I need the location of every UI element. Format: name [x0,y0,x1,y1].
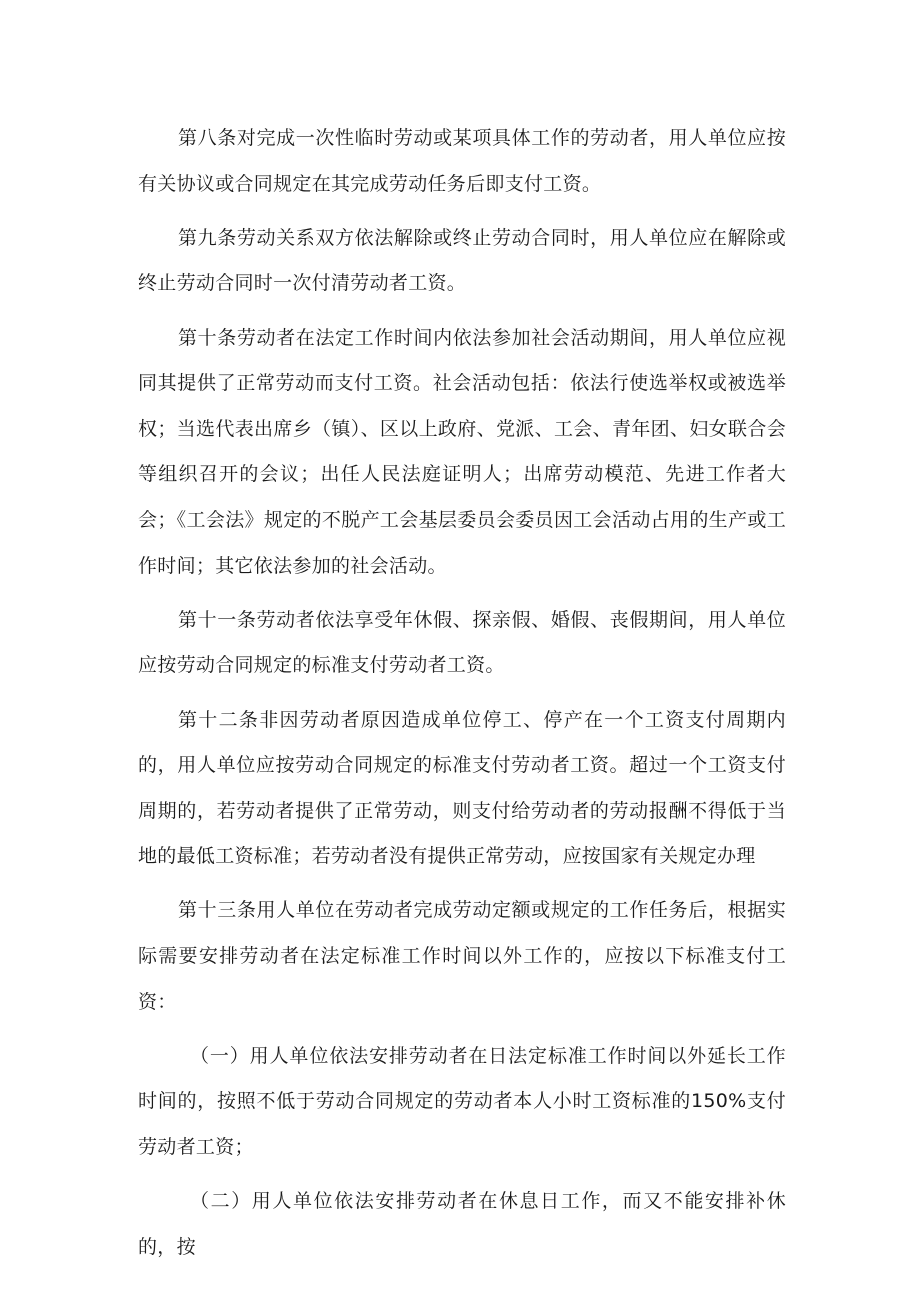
paragraph-item-1: （一）用人单位依法安排劳动者在日法定标准工作时间以外延长工作时间的，按照不低于劳动合同规定的劳动者本人小时工资标准的150%支付劳动者工资； [138,1044,786,1159]
paragraph-item-2: （二）用人单位依法安排劳动者在休息日工作，而又不能安排补休的，按 [138,1190,786,1258]
document-body [138,116,786,1279]
paragraph-article-9: 第九条劳动关系双方依法解除或终止劳动合同时，用人单位应在解除或终止劳动合同时一次付清劳动者工资。 [138,226,786,295]
paragraph-article-8: 第八条对完成一次性临时劳动或某项具体工作的劳动者，用人单位应按有关协议或合同规定在其完成劳动任务后即支付工资。 [138,127,786,195]
paragraph-article-13: 第十三条用人单位在劳动者完成劳动定额或规定的工作任务后，根据实际需要安排劳动者在法定标准工作时间以外工作的，应按以下标准支付工资： [138,899,786,1013]
paragraph-article-11: 第十一条劳动者依法享受年休假、探亲假、婚假、丧假期间，用人单位应按劳动合同规定的标准支付劳动者工资。 [138,608,786,677]
paragraph-article-10: 第十条劳动者在法定工作时间内依法参加社会活动期间，用人单位应视同其提供了正常劳动而支付工资。社会活动包括：依法行使选举权或被选举权；当选代表出席乡（镇）、区以上政府、党派、工会、青年团、妇女联合会等组织召开的会议；出任人民法庭证明人；出席劳动模范、先进工作者大会；《工会法》规定的不脱产工会基层委员会委员因工会活动占用的生产或工作时间；其它依法参加的社会活动。 [138,326,786,577]
paragraph-article-12: 第十二条非因劳动者原因造成单位停工、停产在一个工资支付周期内的，用人单位应按劳动合同规定的标准支付劳动者工资。超过一个工资支付周期的，若劳动者提供了正常劳动，则支付给劳动者的劳动报酬不得低于当地的最低工资标准；若劳动者没有提供正常劳动，应按国家有关规定办理 [138,708,786,868]
